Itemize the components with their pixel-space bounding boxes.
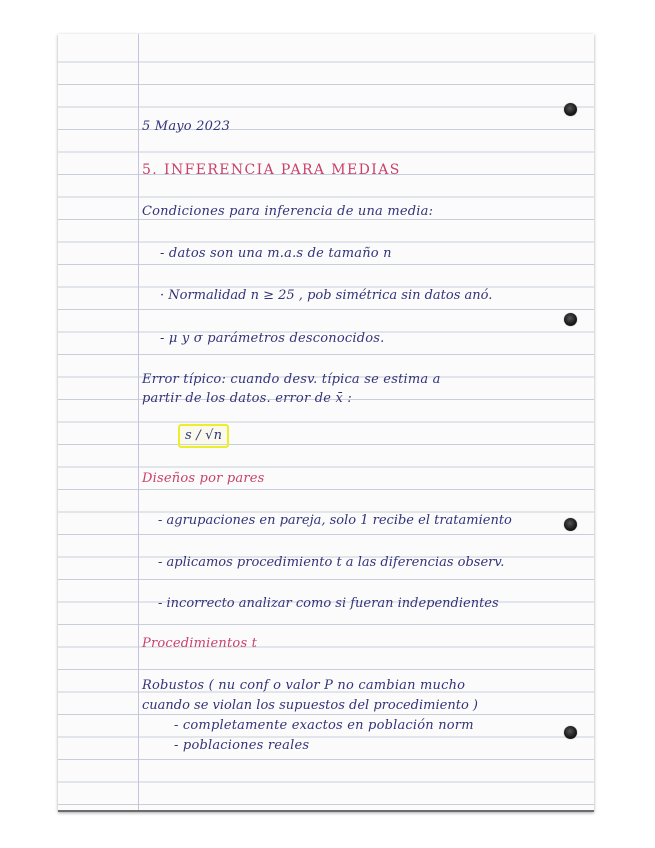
pairs-heading: Diseños por pares xyxy=(142,471,265,486)
robust-line: Robustos ( nu conf o valor P no cambian mucho xyxy=(142,678,466,693)
punch-hole xyxy=(564,726,577,739)
procedures-heading: Procedimientos t xyxy=(142,636,258,651)
pairs-item: - incorrecto analizar como si fueran independientes xyxy=(158,596,499,611)
margin-line xyxy=(138,34,139,810)
pairs-item: - agrupaciones en pareja, solo 1 recibe el tratamiento xyxy=(158,513,512,528)
pairs-item: - aplicamos procedimiento t a las diferencias observ. xyxy=(158,555,505,570)
robust-item: - completamente exactos en población norm xyxy=(174,718,474,733)
conditions-heading: Condiciones para inferencia de una media: xyxy=(142,204,434,219)
error-line: Error típico: cuando desv. típica se estima a xyxy=(142,372,441,387)
highlighted-formula: s / √n xyxy=(178,424,229,448)
robust-line: cuando se violan los supuestos del procedimiento ) xyxy=(142,698,478,713)
punch-hole xyxy=(564,103,577,116)
note-date: 5 Mayo 2023 xyxy=(142,119,231,134)
condition-item: · Normalidad n ≥ 25 , pob simétrica sin datos anó. xyxy=(160,288,493,303)
notebook-page xyxy=(58,34,594,812)
note-title: 5. INFERENCIA PARA MEDIAS xyxy=(142,162,401,178)
punch-hole xyxy=(564,313,577,326)
punch-hole xyxy=(564,518,577,531)
robust-item: - poblaciones reales xyxy=(174,738,310,753)
condition-item: - datos son una m.a.s de tamaño n xyxy=(160,246,392,261)
condition-item: - μ y σ parámetros desconocidos. xyxy=(160,331,385,346)
error-line: partir de los datos. error de x̄ : xyxy=(142,391,352,406)
